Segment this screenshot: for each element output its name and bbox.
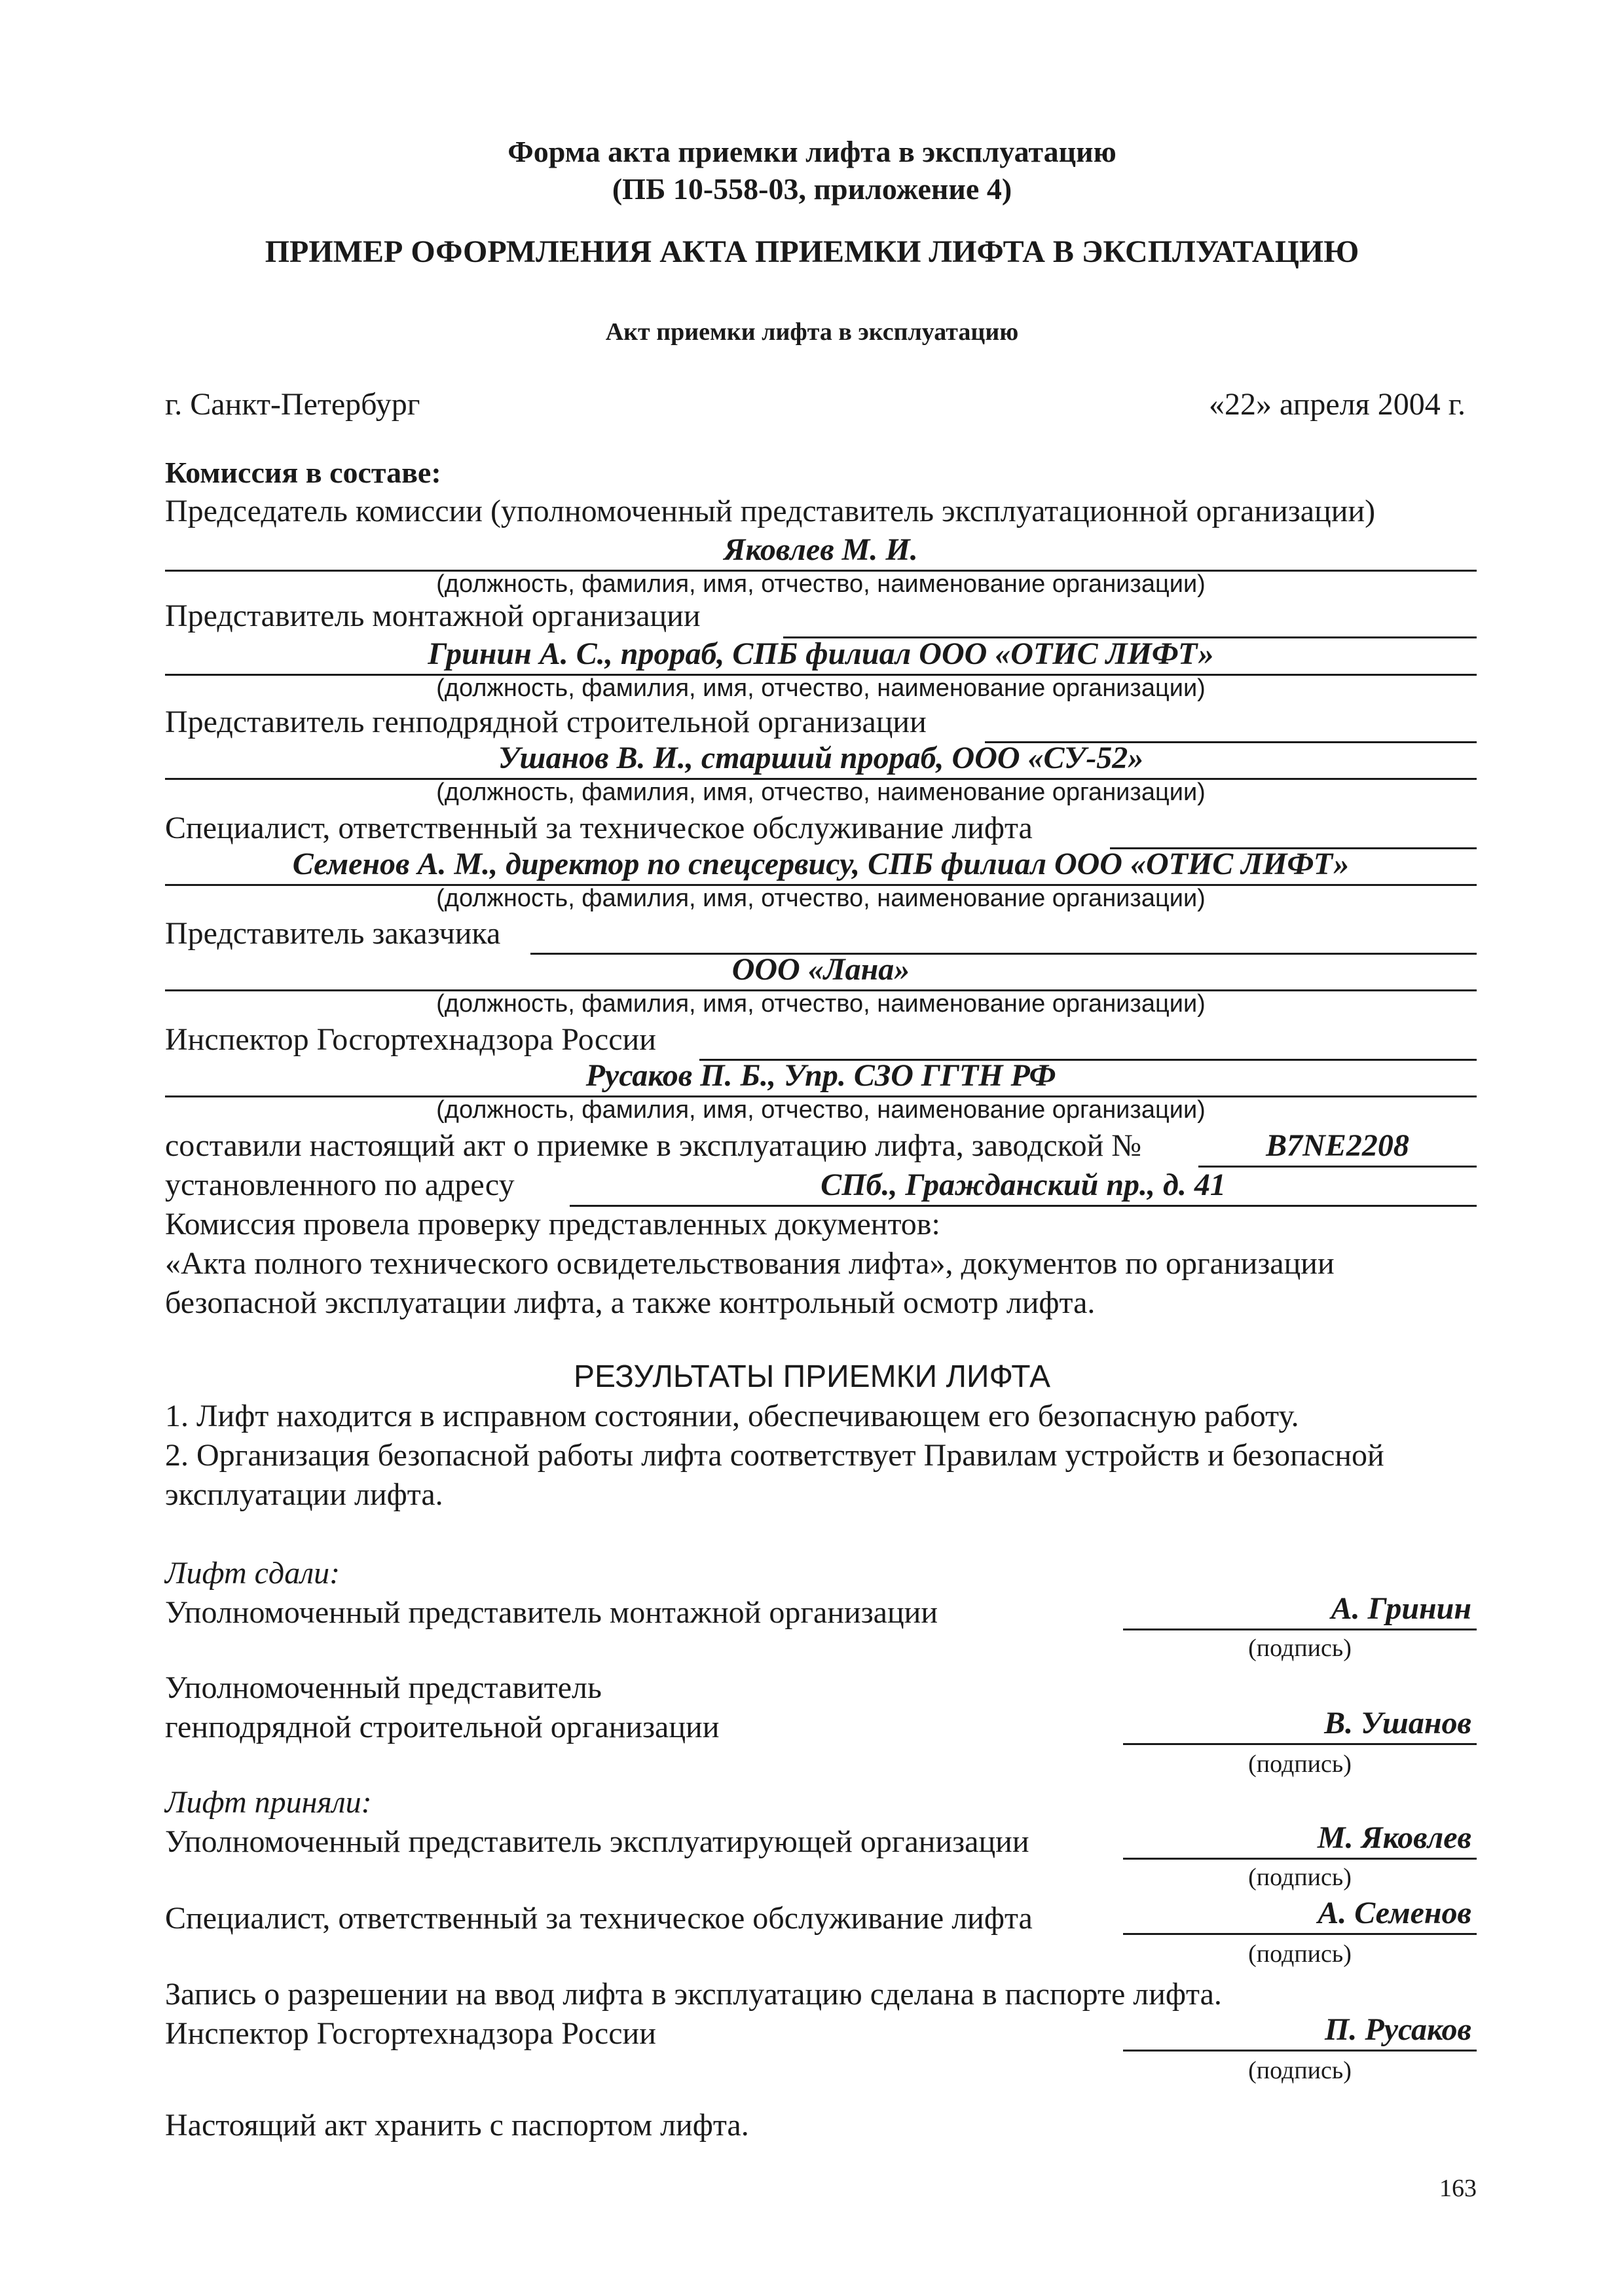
commission-heading: Комиссия в составе: <box>165 456 441 489</box>
check-line-2: «Акта полного технического освидетельствования лифта», документов по организации <box>165 1246 1335 1281</box>
check-line-1: Комиссия провела проверку представленных документов: <box>165 1207 940 1242</box>
results-item-2-line-1: 2. Организация безопасной работы лифта соответствует Правилам устройств и безопасной <box>165 1438 1384 1473</box>
page-number: 163 <box>1439 2175 1477 2202</box>
member-4-caption: (должность, фамилия, имя, отчество, наименование организации) <box>436 885 1206 912</box>
member-5-role: Представитель заказчика <box>165 916 501 951</box>
form-title-line2: (ПБ 10-558-03, приложение 4) <box>612 172 1012 206</box>
address-field: СПб., Гражданский пр., д. 41 <box>570 1164 1477 1207</box>
member-4-role: Специалист, ответственный за техническое обслуживание лифта <box>165 811 1033 845</box>
results-item-1: 1. Лифт находится в исправном состоянии, обеспечивающем его безопасную работу. <box>165 1399 1299 1433</box>
member-1-field: Яковлев М. И. <box>165 529 1477 572</box>
member-2-caption: (должность, фамилия, имя, отчество, наименование организации) <box>436 674 1206 702</box>
member-5-field: ООО «Лана» <box>165 949 1477 991</box>
date: «22» апреля 2004 г. <box>1209 387 1466 422</box>
member-5-caption: (должность, фамилия, имя, отчество, наименование организации) <box>436 990 1206 1018</box>
signature-1-role: Уполномоченный представитель монтажной организации <box>165 1595 938 1630</box>
member-2-field: Гринин А. С., прораб, СПБ филиал ООО «ОТИС ЛИФТ» <box>165 633 1477 676</box>
signature-3-caption: (подпись) <box>1248 1864 1352 1891</box>
signature-1-line: А. Гринин <box>1123 1588 1477 1630</box>
serial-label: составили настоящий акт о приемке в эксплуатацию лифта, заводской № <box>165 1128 1142 1163</box>
permit-note: Запись о разрешении на ввод лифта в эксплуатацию сделана в паспорте лифта. <box>165 1977 1222 2012</box>
storage-note: Настоящий акт хранить с паспортом лифта. <box>165 2108 749 2143</box>
member-2-role: Представитель монтажной организации <box>165 598 701 633</box>
signature-3-line: М. Яковлев <box>1123 1817 1477 1860</box>
member-6-role: Инспектор Госгортехнадзора России <box>165 1022 656 1057</box>
member-3-caption: (должность, фамилия, имя, отчество, наименование организации) <box>436 779 1206 806</box>
signature-4-role: Специалист, ответственный за техническое обслуживание лифта <box>165 1901 1033 1936</box>
signature-3-role: Уполномоченный представитель эксплуатирующей организации <box>165 1824 1029 1859</box>
member-6-caption: (должность, фамилия, имя, отчество, наименование организации) <box>436 1096 1206 1124</box>
signature-5-caption: (подпись) <box>1248 2057 1352 2084</box>
member-1-role: Председатель комиссии (уполномоченный представитель эксплуатационной организации) <box>165 494 1376 528</box>
place: г. Санкт-Петербург <box>165 387 420 422</box>
member-3-role: Представитель генподрядной строительной организации <box>165 705 927 739</box>
signature-4-line: А. Семенов <box>1123 1892 1477 1935</box>
signature-5-line: П. Русаков <box>1123 2009 1477 2052</box>
form-title-line1: Форма акта приемки лифта в эксплуатацию <box>507 135 1116 168</box>
results-item-2-line-2: эксплуатации лифта. <box>165 1477 443 1512</box>
accepted-heading: Лифт приняли: <box>165 1785 372 1820</box>
member-6-field: Русаков П. Б., Упр. СЗО ГГТН РФ <box>165 1055 1477 1097</box>
signature-2-line: В. Ушанов <box>1123 1702 1477 1745</box>
signature-1-caption: (подпись) <box>1248 1634 1352 1662</box>
member-3-field: Ушанов В. И., старший прораб, ООО «СУ-52» <box>165 737 1477 780</box>
address-label: установленного по адресу <box>165 1168 515 1202</box>
member-4-field: Семенов А. М., директор по спецсервису, СПБ филиал ООО «ОТИС ЛИФТ» <box>165 843 1477 886</box>
results-heading: РЕЗУЛЬТАТЫ ПРИЕМКИ ЛИФТА <box>573 1359 1050 1394</box>
serial-field: B7NE2208 <box>1198 1125 1477 1168</box>
signature-5-role: Инспектор Госгортехнадзора России <box>165 2016 656 2051</box>
check-line-3: безопасной эксплуатации лифта, а также контрольный осмотр лифта. <box>165 1285 1096 1320</box>
document-title: ПРИМЕР ОФОРМЛЕНИЯ АКТА ПРИЕМКИ ЛИФТА В ЭКСПЛУАТАЦИЮ <box>265 234 1359 269</box>
signature-2-role-line-2: генподрядной строительной организации <box>165 1710 720 1744</box>
member-1-caption: (должность, фамилия, имя, отчество, наименование организации) <box>436 570 1206 598</box>
handed-over-heading: Лифт сдали: <box>165 1556 341 1591</box>
signature-2-caption: (подпись) <box>1248 1750 1352 1778</box>
act-subtitle: Акт приемки лифта в эксплуатацию <box>605 318 1019 346</box>
signature-4-caption: (подпись) <box>1248 1940 1352 1968</box>
signature-2-role-line-1: Уполномоченный представитель <box>165 1670 602 1705</box>
